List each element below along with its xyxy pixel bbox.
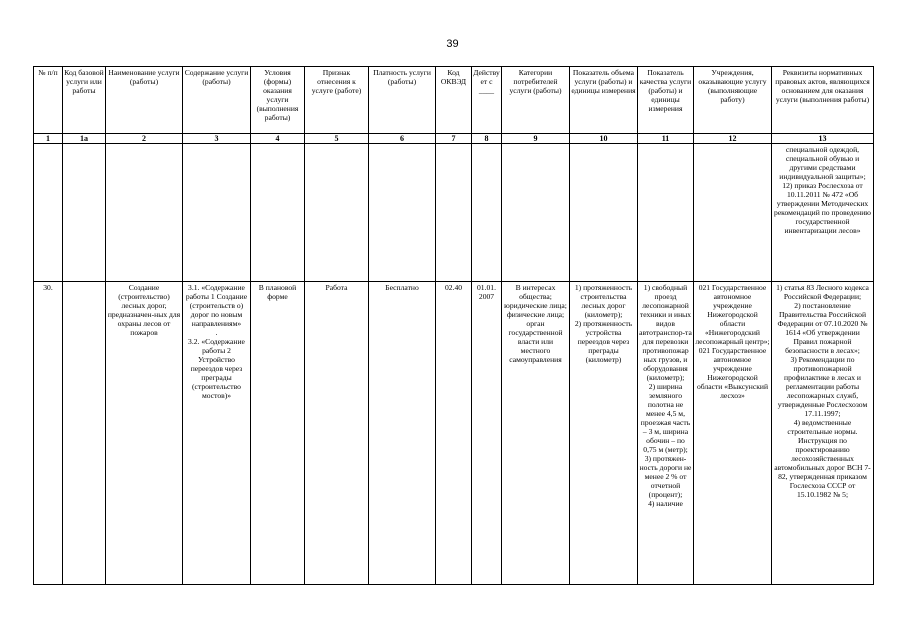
column-number: 8: [472, 134, 502, 144]
page-number: 39: [446, 38, 459, 50]
institutions: 021 Государственное автономное учреждение Нижегородской области «Нижегородский лесопожарный центр»; 021 Государственное автономное учреждение Нижегородской области «Выксунский лесхоз»: [694, 282, 772, 585]
header-c8: Действует с ____: [472, 67, 502, 134]
volume-indicator: 1) протяженность строительства лесных дорог (километр); 2) протяженность устройства переездов через преграды (километр): [570, 282, 638, 585]
effective-date: 01.01. 2007: [472, 282, 502, 585]
header-c7: Код ОКВЭД: [436, 67, 472, 134]
header-c1a: Код базовой услуги или работы: [63, 67, 106, 134]
column-number: 7: [436, 134, 472, 144]
table-cell: [251, 144, 305, 282]
table-cell: [436, 144, 472, 282]
okved-code: 02.40: [436, 282, 472, 585]
table-cell: [638, 144, 694, 282]
table-cell: [694, 144, 772, 282]
header-c11: Показатель качества услуги (работы) и единицы измерения: [638, 67, 694, 134]
column-number: 1а: [63, 134, 106, 144]
header-c13: Реквизиты нормативных правовых актов, являющихся основанием для оказания услуги (выполнения работы): [772, 67, 874, 134]
column-number: 11: [638, 134, 694, 144]
table-cell: [305, 144, 369, 282]
column-number: 6: [369, 134, 436, 144]
header-c9: Категории потребителей услуги (работы): [502, 67, 570, 134]
service-content: 3.1. «Содержание работы 1 Создание (строительств о) дорог по новым направлениям» . 3.2. «Содержание работы 2 Устройство переездов через преграды (строительство мостов)»: [183, 282, 251, 585]
column-number: 9: [502, 134, 570, 144]
legal-acts: 1) статья 83 Лесного кодекса Российской Федерации; 2) постановление Правительства Российской Федерации от 07.10.2020 № 1614 «Об утверждении Правил пожарной безопасности в лесах»; 3) Рекомендации по противопожарной профилактике в лесах и регламентации работы лесопожарных служб, утвержденные Рослесхозом 17.11.1997; 4) ведомственные строительные нормы. Инструкция по проектированию лесохозяйственных автомобильных дорог ВСН 7-82, утвержденная приказом Гослесхоза СССР от 15.10.1982 № 5;: [772, 282, 874, 585]
table-row: [34, 282, 874, 585]
table-cell: [34, 144, 63, 282]
quality-indicator: 1) свободный проезд лесопожарной техники и иных видов автотранспор-та для перевозки противопожар ных грузов, и оборудования (километр); 2) ширина земляного полотна не менее 4,5 м, проезжая часть – 3 м, ширина обочин – по 0,75 м (метр); 3) протяжен-ность дороги не менее 2 % от отчетной (процент); 4) наличие: [638, 282, 694, 585]
header-c12: Учреждения, оказывающие услугу (выполняющие работу): [694, 67, 772, 134]
column-number: 13: [772, 134, 874, 144]
header-c3: Содержание услуги (работы): [183, 67, 251, 134]
row-number: 30.: [34, 282, 63, 585]
column-number: 1: [34, 134, 63, 144]
service-payment: Бесплатно: [369, 282, 436, 585]
column-number-row: [34, 134, 874, 144]
column-number: 12: [694, 134, 772, 144]
header-c10: Показатель объема услуги (работы) и единицы измерения: [570, 67, 638, 134]
header-c4: Условия (формы) оказания услуги (выполнения работы): [251, 67, 305, 134]
header-row: [34, 67, 874, 134]
table-cell: [369, 144, 436, 282]
table-cell: [63, 144, 106, 282]
table-cell: [106, 144, 183, 282]
continuation-row: [34, 144, 874, 282]
continuation-legal-acts: специальной одеждой, специальной обувью и другими средствами индивидуальной защиты»; 12) приказ Рослесхоза от 10.11.2011 № 472 «Об утверждении Методических рекомендаций по проведению государственной инвентаризации лесов»: [772, 144, 874, 282]
base-service-code: [63, 282, 106, 585]
header-c1: № п/п: [34, 67, 63, 134]
column-number: 4: [251, 134, 305, 144]
column-number: 3: [183, 134, 251, 144]
header-c5: Признак отнесения к услуге (работе): [305, 67, 369, 134]
services-table: [33, 66, 874, 585]
service-attribute: Работа: [305, 282, 369, 585]
consumer-categories: В интересах общества; юридические лица; физические лица; орган государственной власти или местного самоуправления: [502, 282, 570, 585]
service-conditions: В плановой форме: [251, 282, 305, 585]
header-c6: Платность услуги (работы): [369, 67, 436, 134]
table-cell: [570, 144, 638, 282]
column-number: 5: [305, 134, 369, 144]
table-cell: [502, 144, 570, 282]
header-c2: Наименование услуги (работы): [106, 67, 183, 134]
table-cell: [183, 144, 251, 282]
column-number: 2: [106, 134, 183, 144]
column-number: 10: [570, 134, 638, 144]
service-name: Создание (строительство) лесных дорог, предназначен-ных для охраны лесов от пожаров: [106, 282, 183, 585]
table-cell: [472, 144, 502, 282]
